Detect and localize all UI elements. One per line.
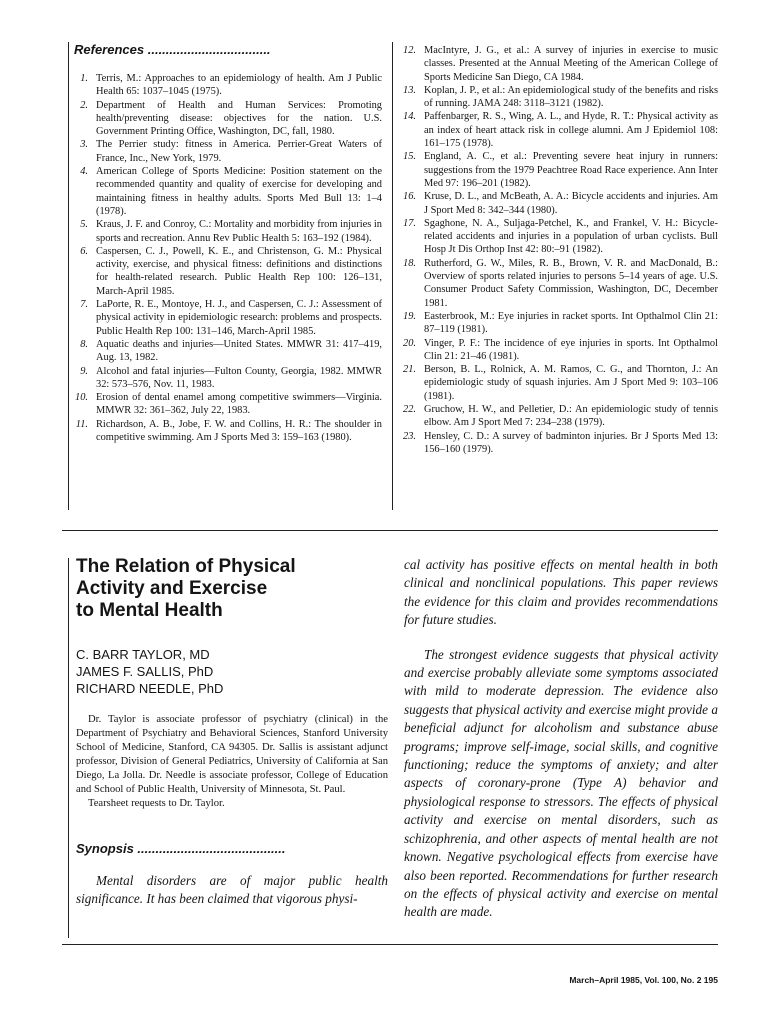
reference-text: Easterbrook, M.: Eye injuries in racket sports. Int Opthalmol Clin 21: 87–119 (1981).: [424, 310, 718, 336]
reference-item: [402, 217, 718, 257]
reference-text: Terris, M.: Approaches to an epidemiology of health. Am J Public Health 65: 1037–1045 (1975).: [96, 73, 382, 98]
reference-item: [74, 99, 382, 139]
reference-text: Department of Health and Human Services: Promoting health/preventing disease: objectives for the nation. U.S. Government Printing Office, Washington, DC, fall, 1980.: [96, 99, 382, 138]
synopsis-paragraph-2: The strongest evidence suggests that physical activity and exercise probably alleviate some symptoms associated with mild to moderate depression. The evidence also suggests that physical activity and exercise might provide a beneficial adjunct for alcoholism and substance abuse programs; improve self-image, social skills, and cognitive functioning; reduce the symptoms of anxiety; and alter aspects of coronary-prone (Type A) behavior and physiological response to stressors. The effects of physical activity and exercise on mental disorders, such as schizophrenia, and other aspects of mental health are not known. Negative psychological effects from exercise have also been reported. Recommendations for further research on the effects of physical activity and exercise on mental health are made.: [404, 646, 718, 920]
references-section: [62, 42, 718, 512]
reference-item: [402, 337, 718, 364]
reference-text: Berson, B. L., Rolnick, A. M. Ramos, C. G., and Thornton, J.: An epidemiologic study of squash injuries. Am J Sport Med 9: 103–106 (1981).: [424, 364, 718, 402]
reference-item: [74, 165, 382, 218]
reference-text: Vinger, P. F.: The incidence of eye injuries in sports. Int Opthalmol Clin 21: 21–46 (1981).: [424, 337, 718, 362]
article-left-column: [76, 556, 388, 909]
reference-text: Hensley, C. D.: A survey of badminton injuries. Br J Sports Med 13: 156–160 (1979).: [424, 430, 718, 455]
author-2: JAMES F. SALLIS, PhD: [76, 664, 214, 679]
reference-item: [402, 150, 718, 190]
reference-item: [74, 138, 382, 165]
reference-number: 12.: [403, 45, 416, 56]
reference-number: 22.: [403, 404, 416, 416]
reference-number: 4.: [80, 166, 88, 178]
reference-number: 9.: [80, 365, 88, 377]
reference-number: 19.: [403, 310, 416, 322]
reference-number: 8.: [80, 338, 88, 350]
reference-number: 7.: [80, 299, 88, 311]
reference-text: Paffenbarger, R. S., Wing, A. L., and Hyde, R. T.: Physical activity as an index of heart attack risk in college alumni. Am J Epidemiol 108: 161–175 (1978).: [424, 111, 718, 150]
references-left-column: [74, 72, 382, 444]
author-list: [76, 646, 388, 697]
reference-number: 3.: [80, 139, 88, 151]
references-heading: [74, 42, 380, 57]
reference-text: Gruchow, H. W., and Pelletier, D.: An epidemiologic study of tennis elbow. Am J Sport Med 7: 234–238 (1979).: [424, 404, 718, 429]
reference-text: Kruse, D. L., and McBeath, A. A.: Bicycle accidents and injuries. Am J Sport Med 8: 342–344 (1980).: [424, 191, 718, 216]
reference-item: [402, 310, 718, 337]
synopsis-heading-label: Synopsis: [76, 841, 134, 856]
reference-item: [402, 257, 718, 310]
reference-item: [74, 391, 382, 418]
reference-item: [402, 430, 718, 457]
reference-item: [74, 418, 382, 445]
synopsis-paragraph-start: Mental disorders are of major public health significance. It has been claimed that vigorous physi-: [76, 873, 388, 907]
synopsis-dot-leader: .........................................: [137, 841, 286, 856]
column-divider: [392, 42, 393, 510]
article-right-column: [404, 556, 718, 922]
reference-number: 13.: [403, 84, 416, 96]
reference-number: 17.: [403, 217, 416, 229]
reference-text: LaPorte, R. E., Montoye, H. J., and Caspersen, C. J.: Assessment of physical activity in epidemiologic research: problems and prospects. Public Health Rep 100: 131–146, March-April 1985.: [96, 299, 382, 337]
author-3: RICHARD NEEDLE, PhD: [76, 681, 224, 696]
reference-number: 18.: [403, 257, 416, 269]
title-line-3: to Mental Health: [76, 600, 223, 621]
reference-number: 21.: [403, 364, 416, 376]
synopsis-paragraph-continued: cal activity has positive effects on mental health in both clinical and nonclinical populations. This paper reviews the evidence for this claim and provides recommendations for future studies.: [404, 557, 718, 628]
reference-item: [74, 338, 382, 365]
title-line-2: Activity and Exercise: [76, 578, 268, 599]
reference-number: 16.: [403, 191, 416, 203]
reference-text: Koplan, J. P., et al.: An epidemiological study of the benefits and risks of running. JAMA 248: 3118–3121 (1982).: [424, 84, 718, 110]
reference-item: [402, 44, 718, 84]
author-bio: Dr. Taylor is associate professor of psychiatry (clinical) in the Department of Psychiatry and Behavioral Sciences, Stanford University School of Medicine, Stanford, CA 94305. Dr. Sallis is assistant adjunct professor, Division of General Pediatrics, University of California at San Diego, La Jolla. Dr. Needle is associate professor, College of Education and School of Public Health, University of Minnesota, St. Paul.: [76, 714, 388, 795]
reference-item: [74, 365, 382, 392]
reference-number: 10.: [75, 392, 88, 404]
references-dot-leader: ..................................: [147, 42, 271, 57]
reference-text: American College of Sports Medicine: Position statement on the recommended quantity and quality of exercise for developing and maintaining fitness in healthy adults. Sports Med Bull 13: 1–4 (1978).: [96, 166, 382, 217]
reference-text: MacIntyre, J. G., et al.: A survey of injuries in exercise to music classes. Presented at the Annual Meeting of the American College of Sports Medicine San Diego, CA 1984.: [424, 45, 718, 83]
reference-item: [74, 298, 382, 338]
reference-number: 2.: [80, 99, 88, 111]
reference-number: 1.: [80, 73, 88, 84]
page-footer: March–April 1985, Vol. 100, No. 2 195: [569, 975, 718, 985]
reference-number: 23.: [403, 430, 416, 442]
reference-text: Richardson, A. B., Jobe, F. W. and Collins, H. R.: The shoulder in competitive swimming. Am J Sports Med 3: 159–163 (1980).: [96, 418, 382, 444]
reference-item: [74, 72, 382, 99]
article-title: [76, 556, 388, 622]
reference-item: [402, 84, 718, 111]
section-divider-bottom: [62, 944, 718, 945]
article-left-rule: [68, 558, 69, 938]
references-heading-label: References: [74, 42, 145, 57]
reference-text: Rutherford, G. W., Miles, R. B., Brown, V. R. and MacDonald, B.: Overview of sports related injuries to persons 5–14 years of age. U.S. Consumer Product Safety Commission, Washington, DC, December 1981.: [424, 257, 718, 309]
left-rule: [68, 42, 69, 510]
reference-number: 14.: [403, 111, 416, 123]
reference-text: Sgaghone, N. A., Suljaga-Petchel, K., and Frankel, V. H.: Bicycle-related accidents and injuries in a population of urban cyclists. Bull Hosp Jt Dis Orthop Inst 42: 80:–91 (1982).: [424, 217, 718, 256]
reference-text: Caspersen, C. J., Powell, K. E., and Christenson, G. M.: Physical activity, exercise, and physical fitness: definitions and distinctions for health-related research. Public Health Rep 100: 126–131, March-April 1985.: [96, 245, 382, 297]
reference-text: Erosion of dental enamel among competitive swimmers—Virginia. MMWR 32: 361–362, July 22, 1983.: [96, 392, 382, 417]
article-section: [62, 548, 718, 938]
tearsheet-note: Tearsheet requests to Dr. Taylor.: [88, 798, 225, 809]
reference-number: 15.: [403, 151, 416, 163]
reference-item: [402, 190, 718, 217]
reference-text: Alcohol and fatal injuries—Fulton County, Georgia, 1982. MMWR 32: 573–576, Nov. 11, 1983.: [96, 365, 382, 390]
synopsis-heading: [76, 841, 388, 856]
reference-text: Kraus, J. F. and Conroy, C.: Mortality and morbidity from injuries in sports and recreation. Annu Rev Public Health 5: 163–192 (1984).: [96, 219, 382, 244]
title-line-1: The Relation of Physical: [76, 556, 296, 577]
references-right-column: [402, 44, 718, 456]
reference-number: 11.: [75, 418, 88, 430]
reference-item: [402, 363, 718, 403]
reference-text: Aquatic deaths and injuries—United States. MMWR 31: 417–419, Aug. 13, 1982.: [96, 338, 382, 364]
reference-item: [74, 245, 382, 298]
reference-item: [74, 218, 382, 245]
reference-number: 5.: [80, 219, 88, 231]
author-1: C. BARR TAYLOR, MD: [76, 647, 210, 662]
reference-text: England, A. C., et al.: Preventing severe heat injury in runners: suggestions from the 1979 Peachtree Road Race experience. Ann Inter Med 97: 196–201 (1982).: [424, 151, 718, 189]
reference-item: [402, 403, 718, 430]
section-divider-top: [62, 530, 718, 531]
reference-number: 6.: [80, 245, 88, 257]
reference-number: 20.: [403, 337, 416, 349]
reference-text: The Perrier study: fitness in America. Perrier-Great Waters of France, Inc., New York, 1979.: [96, 139, 382, 164]
reference-item: [402, 110, 718, 150]
